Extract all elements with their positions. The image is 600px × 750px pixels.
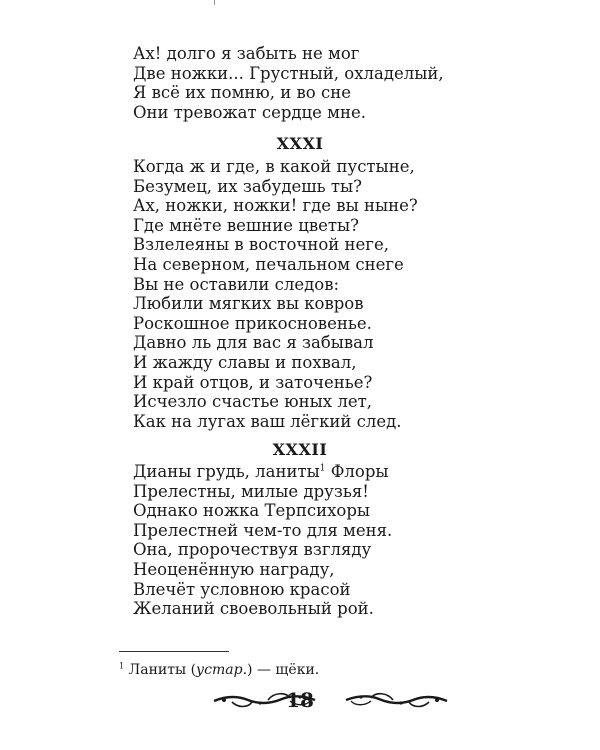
stanza-ending — [133, 44, 533, 122]
stanza-heading: XXXI — [276, 134, 324, 153]
verse-line: Когда ж и где, в какой пустыне, — [133, 157, 415, 176]
stanza-31 — [133, 157, 533, 431]
verse-line: Где мнёте вешние цветы? — [133, 215, 359, 235]
stanza-heading: XXXII — [272, 440, 328, 459]
footnote-ref[interactable]: 1 — [319, 463, 326, 474]
verse-text: Дианы грудь, ланиты — [133, 462, 320, 481]
verse-line: И край отцов, и заточенье? — [133, 372, 373, 392]
verse-text: Флоры — [325, 462, 389, 481]
footnote — [119, 662, 319, 678]
verse-line: И жажду славы и похвал, — [133, 352, 357, 372]
verse-line: Вы не оставили следов: — [133, 274, 340, 294]
verse-line: Прелестней чем-то для меня. — [133, 520, 393, 540]
stanza-32 — [133, 462, 533, 619]
scroll-flourish-icon — [344, 688, 449, 712]
verse-line: Она, пророчествуя взгляду — [133, 540, 372, 560]
verse-line: Ах, ножки, ножки! где вы ныне? — [133, 196, 418, 216]
verse-line: Роскошное прикосновенье. — [133, 313, 372, 333]
verse-line: Прелестны, милые друзья! — [133, 481, 369, 501]
verse-line: Влечёт условною красой — [133, 579, 351, 599]
verse-line: Давно ль для вас я забывал — [133, 333, 374, 353]
footnote-definition: ) — щёки. — [247, 662, 320, 678]
verse-line: Однако ножка Терпсихоры — [133, 501, 371, 521]
footnote-term: Ланиты ( — [128, 662, 197, 678]
verse-line: Исчезло счастье юных лет, — [133, 392, 372, 412]
verse-line: Любили мягких вы ковров — [133, 294, 364, 314]
verse-line: Неоценённую награду, — [133, 559, 335, 579]
verse-line: Две ножки... Грустный, охладелый, — [133, 63, 444, 83]
verse-line — [133, 462, 533, 482]
footnote-divider — [119, 651, 229, 652]
verse-line: Безумец, их забудешь ты? — [133, 176, 362, 196]
verse-line: Я всё их помню, и во сне — [133, 83, 351, 103]
verse-line: Как на лугах ваш лёгкий след. — [133, 411, 402, 431]
verse-line: Взлелеяны в восточной неге, — [133, 235, 389, 255]
footnote-note: устар. — [196, 662, 248, 678]
footnote-mark: 1 — [119, 661, 125, 671]
verse-line: Ах! долго я забыть не мог — [133, 44, 360, 63]
verse-line: Они тревожат сердце мне. — [133, 102, 367, 122]
verse-line: На северном, печальном снеге — [133, 254, 404, 274]
page-corner-mark — [214, 0, 215, 5]
page-number: 18 — [286, 688, 314, 712]
verse-line: Желаний своевольный рой. — [133, 599, 374, 619]
